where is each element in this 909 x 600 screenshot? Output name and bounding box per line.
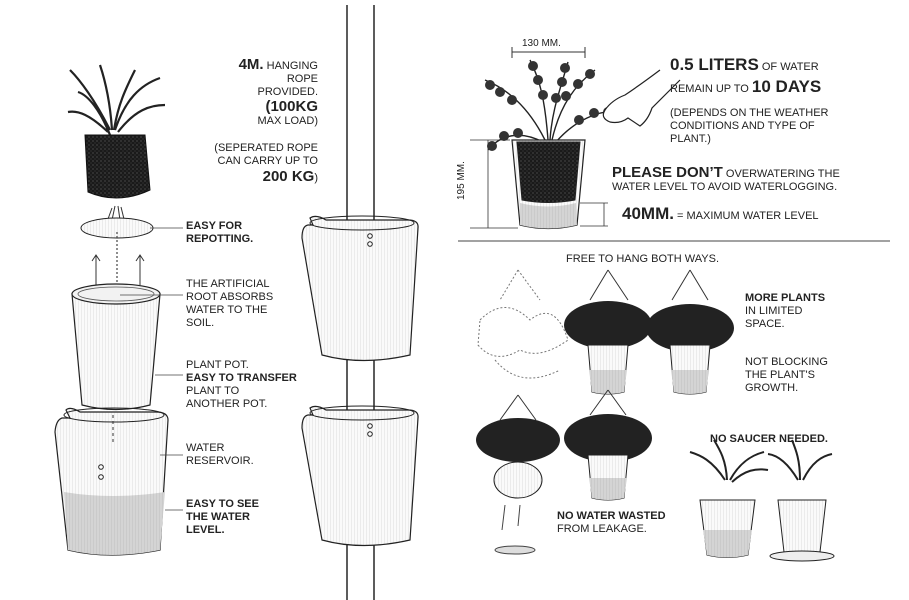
plant-with-rootball: [68, 65, 165, 198]
hanging-pots-illustration: [302, 5, 418, 600]
hanging-plant-upside: [476, 395, 560, 554]
hanging-plant-1: [564, 270, 652, 394]
width-dimension: 130 MM.: [522, 38, 561, 49]
no-saucer-label: NO SAUCER NEEDED.: [710, 433, 828, 445]
depends-note: (DEPENDS ON THE WEATHER CONDITIONS AND TYPE OF PLANT.): [670, 107, 829, 145]
no-water-wasted-label: NO WATER WASTED FROM LEAKAGE.: [557, 510, 666, 535]
max-water-level: 40MM. = MAXIMUM WATER LEVEL: [622, 204, 819, 223]
plant-pot: [72, 284, 160, 410]
hanging-reservoir-top: [302, 216, 418, 361]
days-line: REMAIN UP TO 10 DAYS: [670, 77, 822, 96]
not-blocking-label: NOT BLOCKING THE PLANT'S GROWTH.: [745, 356, 828, 394]
easy-repotting-label: EASY FOR REPOTTING.: [186, 220, 254, 245]
plant-pot-label: PLANT POT. EASY TO TRANSFER PLANT TO ANOTHER POT.: [186, 359, 297, 410]
waterlogging-line: WATER LEVEL TO AVOID WATERLOGGING.: [612, 181, 838, 193]
artificial-root-label: THE ARTIFICIAL ROOT ABSORBS WATER TO THE SOIL.: [186, 278, 274, 329]
free-to-hang-label: FREE TO HANG BOTH WAYS.: [566, 253, 720, 265]
rope-label: 4M. HANGING ROPE PROVIDED.: [238, 56, 318, 98]
hanging-reservoir-bottom: [302, 406, 418, 546]
hand: [603, 70, 680, 126]
separated-rope-label: (SEPERATED ROPE CAN CARRY UP TO 200 KG): [214, 142, 318, 185]
water-reservoir: [55, 408, 168, 555]
exploded-pot-illustration: [55, 65, 183, 555]
height-dimension: 195 MM.: [456, 161, 467, 200]
please-dont-line: PLEASE DON’T OVERWATERING THE: [612, 164, 840, 181]
hanging-plant-2: [646, 270, 734, 394]
ghost-plant: [478, 270, 568, 378]
liters-line: 0.5 LITERS OF WATER: [670, 55, 819, 74]
up-arrows: [92, 255, 144, 285]
hanging-plant-3: [564, 390, 652, 500]
max-load-label: (100KG MAX LOAD): [257, 98, 318, 127]
water-reservoir-label: WATER RESERVOIR.: [186, 442, 254, 467]
more-plants-label: MORE PLANTS IN LIMITED SPACE.: [745, 292, 826, 330]
easy-see-label: EASY TO SEE THE WATER LEVEL.: [186, 498, 259, 536]
fern-leaflets: [485, 61, 613, 151]
table-pot-left: [690, 440, 768, 558]
dimensioned-pot-illustration: [470, 47, 680, 229]
table-pot-right: [768, 440, 834, 561]
